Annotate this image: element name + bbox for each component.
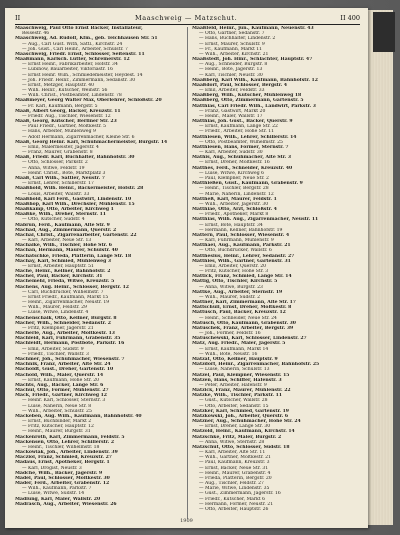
directory-entry: Maaschweig, Ad. Rudolf, Kfm., geb. Teichhausen Str. 51	[15, 36, 158, 42]
directory-entry: Macziol, Franz, Schmied, Kreuzstr. 27	[15, 455, 112, 461]
directory-entry: Matzat, Otto, Kellner, Hauptstr. 9	[192, 357, 278, 362]
directory-entry: Machts, Aug., Bäcker, Lange Str. 6	[15, 382, 104, 388]
directory-entry: — Heinr., Tischler, Wilhelmstr. 18	[22, 444, 100, 450]
directory-entry: Mackowiak, Joh., Arbeiter, Lindenstr. 39	[15, 450, 118, 456]
directory-entry: Maaschweig, Friedr. Ernst, Schlosser, Seitenstr. 11	[15, 51, 145, 57]
directory-entry: — Ernst, Kaufmann, Markt 14	[199, 346, 269, 352]
header-rule	[15, 24, 360, 25]
directory-entry: — Heinr., Maurer, Grabenstr. 4	[199, 470, 271, 476]
directory-entry: Maaßmann, Karlsch. Lutter, Schreinerstr. 12	[15, 57, 130, 63]
directory-entry: — Friedr., Apotheker, Markt 8	[199, 212, 269, 218]
directory-entry: Machold, Wilh., Maler, Querstr. 14	[15, 372, 104, 378]
directory-entry: — Ernst, Arbeiter, Hauptstr. 51	[22, 263, 94, 269]
directory-entry: — Karl, Arbeiter, Südstr. 30	[199, 150, 263, 156]
directory-entry: Maaß, Georg, Kutscher, Berliner Str. 23	[15, 119, 117, 125]
directory-entry: — Paul Friedr., Gärtner, Moltkestr. 5	[22, 124, 107, 130]
directory-entry: Maaßberg, Wilh., Kutscher, Mühlenweg 18	[192, 93, 302, 99]
directory-entry: Matzdorf, Heinr., Zigarrenmacher, Bahnhofstr. 25	[192, 362, 320, 368]
directory-entry: Machalke, Wilh., Tischler, Hohe Str. 6	[15, 243, 112, 249]
directory-entry: — Ernst, Dreher, Moltkestr. 16	[199, 160, 270, 166]
directory-entry: Machenschalk, Otto, Kellner, Burgstr. 8	[15, 315, 117, 321]
directory-entry: Mattner, Karl, Zimmermann, Alte Str. 17	[192, 300, 296, 306]
directory-entry: Matthes, Ferd., Schneider, Kreuzstr. 40	[192, 165, 293, 171]
directory-entry: Maaß, Friedr. Karl, Buchhalter, Bahnhofstr. 30	[15, 155, 135, 161]
directory-entry: Maaßberg, Otto, Zimmermann, Gartenstr. 5	[192, 98, 304, 104]
directory-entry: — Hermann, Former, Neustr. 21	[199, 501, 274, 507]
directory-entry: — Franz, Maurer, Grabenstr. 8	[22, 150, 93, 156]
directory-entry: — Peter, Arbeiter, Hafenstr. 9	[199, 382, 267, 388]
directory-entry: — Anna, Witwe, Sternstr. 28	[199, 439, 265, 445]
directory-entry: — Friedr., Kutscher, Markt 6	[199, 496, 265, 502]
directory-entry: — Wilh., Maurer, Südstr. 2	[199, 294, 261, 300]
directory-entry: Maaßstedt, Joh. Hinr., Schlachter, Hauptstr. 47	[192, 57, 313, 63]
directory-entry: — Wilh., Arbeiter, Schulstr. 25	[22, 408, 92, 414]
directory-entry: Mattke, Aug., Arbeiter, Sternstr. 19	[192, 289, 283, 295]
directory-entry: — Emil, Malermeister, Jägerstr. 4	[22, 144, 99, 150]
directory-entry: — Karl, Fuhrmann, Mühlenstr. 9	[199, 238, 274, 244]
directory-entry: Matzel, Paul, Klempner, Wiesenstr. 15	[192, 372, 290, 378]
directory-entry: — Friedr., Tischler, Wallstr. 3	[22, 351, 89, 357]
directory-entry: Maaßberg, Karl Wilh., Kaufmann, Bahnhofstr. 12	[192, 77, 318, 83]
directory-entry: — Wilh., Maurer, Feldstr. 29	[22, 305, 87, 311]
directory-entry: Machens, Aug. Heinr., Schlosser, Bergstr. 12	[15, 284, 129, 290]
directory-entry: — Joh. Gust., Carl Heinr., Arbeiter, Schulstr. 7	[22, 46, 128, 52]
directory-entry: — Ernst, Dreher, Lange Str. 30	[199, 424, 271, 430]
directory-entry: Machleid, Karl, Fuhrmann, Grabenstr. 35	[15, 336, 121, 342]
directory-entry: — Friedr. Aug., Tischler, Wiesenstr. 12	[22, 113, 111, 119]
directory-entry: Matthiesen, Hans, Former, Sternstr. 7	[192, 144, 289, 150]
directory-entry: — Ernst, Lehrer, Schillerstr. 17	[22, 181, 94, 187]
directory-entry: — Carl, Buchdrucker, Wilhelmstr. 7	[22, 289, 104, 295]
directory-entry: — Wilh., Gärtner, Moltkestr. 21	[199, 455, 271, 461]
directory-entry: Matthias, Joh. Gust., Bäcker, Querstr. 9	[192, 119, 293, 125]
directory-entry: — Ernst Friedr., Kaufmann, Markt 15	[22, 294, 109, 300]
directory-entry: Maaßke, Wilh., Dreher, Sternstr. 11	[15, 212, 106, 218]
directory-entry: Mabrun, Ferd., Kaufmann, Alte Str. 9	[15, 222, 110, 228]
directory-entry: — Lubinow, Bauarbeiter, Viktoriastr. 16	[22, 67, 114, 73]
directory-page	[5, 8, 368, 528]
directory-entry: Matthesius, Heinr., Lehrer, Sedanstr. 27	[192, 253, 295, 259]
directory-entry: — Otto, Arbeiter, Hauptstr. 26	[199, 506, 269, 512]
directory-entry: — Adolf Hermann, Zigarrenmacher, Kleine Str. 6	[22, 134, 135, 140]
directory-entry: — Wilh., Bote, Neustr. 16	[199, 351, 258, 357]
directory-entry: — Otto, Kutscher, Südstr. 4	[22, 217, 85, 223]
directory-entry: Machemehl, Frieda, Witwe, Kreuzstr. 5	[15, 279, 115, 285]
directory-entry: — Hermann, Kellner, Bahnhofstr. 19	[199, 227, 283, 233]
directory-entry: Maaßkamp, Otto, Arbeiter, Kirchweg 1	[15, 207, 114, 213]
directory-entry: — Heinr., Zigarrenmacher, Neustr. 19	[22, 300, 110, 306]
directory-entry: — Wilh., Arbeiter, Kirchstr. 21	[199, 51, 269, 57]
directory-entry: — Marie, Witwe, Lindenstr. 35	[199, 486, 270, 492]
directory-entry: — Heinr., Maurer, Burgstr. 31	[22, 429, 91, 435]
directory-entry: — Joh. Friedr. Heinr., Zimmermann, Sedanstr. 30	[22, 77, 136, 83]
directory-entry: — Aug., Schneider, Burgstr. 8	[199, 62, 268, 68]
directory-entry: — Franz, Gastwirt, Markt 20	[199, 108, 266, 114]
directory-entry: — Luise, Näherin, Schulstr. 13	[199, 367, 270, 373]
directory-entry: Matzold, Heinr., Kaufmann, Kirchstr. 14	[192, 429, 295, 435]
directory-entry: Matthießen, Gust., Kaufmann, Grabenstr. 9	[192, 181, 303, 187]
directory-entry: — Otto, Gärtner, Sedanstr. 7	[199, 31, 265, 37]
directory-entry: Madel, Paul, Schlosser, Moltkestr. 30	[15, 475, 110, 481]
directory-entry: — Fr., Kaufmann, Markt 11	[199, 46, 262, 52]
directory-entry: — Ernst, Maurer, Schulstr. 9	[199, 41, 265, 47]
directory-entry: — Anna, Witwe, Burgstr. 23	[199, 284, 263, 290]
header-left: II	[15, 14, 21, 22]
directory-entry: — Hans, Buchhalter, Lindenstr. 2	[199, 36, 276, 42]
directory-entry: Maché, Heinr., Kellner, Bahnhofstr. 2	[15, 269, 111, 275]
directory-entry: — Fritz, Klempner, Jägerstr. 21	[22, 325, 94, 331]
directory-entry: Machal, Christ., Zigarrenarbeiter, Gartenstr. 22	[15, 232, 137, 238]
directory-entry: — Karl, Arbeiter, Alte Str. 11	[199, 450, 266, 456]
directory-entry: Madlung, Karl, Maler, Wallstr. 20	[15, 496, 101, 502]
directory-entry: Machatschke, Frieda, Plätterin, Lange Str. 18	[15, 253, 132, 259]
directory-entry: — Luise, Witwe, Kirchweg 6	[199, 170, 264, 176]
directory-entry: — Otto, Postbeamter, Wilhelmstr. 25	[199, 139, 283, 145]
directory-entry: — Karl, Tischler, Neustr. 30	[199, 72, 263, 78]
directory-entry: Mattick, Franz, Schmied, Lange Str. 14	[192, 274, 292, 280]
directory-entry: — Paul, Klempner, Neue Str. 2	[199, 175, 269, 181]
directory-entry: Maaß, Albert Georg, Bäcker, Kreuzstr. 11	[15, 108, 121, 114]
directory-entry: Machan, Hermann, Maurer, Schulstr. 40	[15, 248, 118, 254]
directory-entry: Mattig, Otto, Tischler, Kirchstr. 5	[192, 279, 278, 285]
directory-entry: — Wilh. Heinr., Kutscher, Weinstr. 56	[22, 88, 108, 94]
directory-entry: — Karl, Drogist, Neustr. 3	[22, 465, 82, 471]
directory-entry: — Fr. Karl, Kaufmann, Bergstr. 5	[22, 103, 98, 109]
directory-entry: Mattern, Paul, Schlosser, Wiesenstr. 4	[192, 232, 290, 238]
directory-entry: Machmer, Joh., Schuhmacher, Wiesenstr. 7	[15, 357, 125, 362]
directory-entry: Machnik, Franz, Arbeiter, Alte Str. 24	[15, 362, 111, 368]
directory-entry: — Emil, Arbeiter, Feldstr. 33	[199, 88, 265, 94]
directory-entry: Matthiae, Otto, Arzt, Schloßstr. 4	[192, 207, 277, 213]
directory-entry: Maaßhop, Karl Wilh., Drechsler, Mühlenstr. 15	[15, 201, 135, 207]
directory-entry: Matz, Aug. Friedr., Maler, Jägerstr. 5	[192, 341, 286, 347]
directory-entry: — Ernst, Buchbinder, Markt 2	[22, 419, 92, 425]
directory-entry: — Emil, Arbeiter, Südstr. 9	[22, 346, 84, 352]
directory-entry: — Otto, Arbeiter, Sedanstr. 15	[199, 403, 269, 409]
directory-entry: Maaß, Georg Heinr. Karl, Schuhmachermeister, Burgstr. 14	[15, 139, 168, 145]
directory-entry: — Ernst, Bote, Hauptstr. 34	[199, 222, 263, 228]
directory-entry: — Luise, Näherin, Neue Str. 8	[22, 403, 92, 409]
directory-entry: Mattheß, Karl, Maurer, Feldstr. 1	[192, 196, 277, 202]
directory-entry: Mattusch, Paul, Bäcker, Kreuzstr. 12	[192, 310, 286, 316]
directory-entry: Machad, Aug., Zimmermann, Querstr. 2	[15, 227, 117, 233]
page-footer: 1909	[180, 518, 193, 524]
directory-entry: — Louis, Arbeiter, Wallstr. 33	[22, 191, 90, 197]
directory-entry: Machay, Karl, Schmied, Mühlenweg 3	[15, 258, 111, 264]
directory-entry: Matzen, Hans, Schiffer, Hafenstr. 3	[192, 377, 282, 383]
directory-entry: Matthies, Wilh., Gärtner, Gartenstr. 31	[192, 258, 291, 264]
column-divider	[187, 27, 188, 519]
directory-entry: — Hans, Arbeiter, Mühlenweg 9	[22, 129, 96, 135]
directory-entry: Machleidt, Hermann, Postbote, Parkstr. 16	[15, 341, 125, 347]
right-column	[192, 26, 360, 512]
directory-entry: — Otto, Buchdrucker, Wallstr. 6	[199, 248, 272, 254]
directory-entry: Maaßfeld, Heinr., jun., Kaufmann, Neuenstr. 43	[192, 26, 314, 31]
directory-entry: Madaus, Ernst, Apotheker, Bergstr. 1	[15, 460, 110, 466]
directory-entry: Macholdt, Gust., Dreher, Gartenstr. 10	[15, 367, 114, 373]
directory-entry: Mack, Friedr., Gärtner, Kirchweg 12	[15, 393, 107, 399]
directory-entry: — Aug., Tischler, Feldstr. 27	[199, 481, 264, 487]
directory-entry: Matzker, Karl, Schmied, Gartenstr. 19	[192, 408, 289, 414]
directory-entry: Matzke, Wilh., Tischler, Parkstr. 11	[192, 393, 282, 399]
directory-entry: — Marie, Näherin, Lindenstr. 12	[199, 191, 274, 197]
directory-entry: Matzschut, Otto, Schlosser, Südstr. 18	[192, 444, 290, 450]
page-number: II 400	[340, 14, 360, 22]
directory-entry: Matzick, Franz, Maurer, Mühlenstr. 22	[192, 388, 291, 394]
directory-entry: Maaßhold, Wilh. Heinr., Bäckermeister, Hofstr. 28	[15, 186, 144, 192]
directory-entry: — Wilh., Kaufmann, Parkstr. 7	[22, 486, 92, 492]
directory-entry: — Wilh. Christ., Postbeamter, Lindenstr. 78	[22, 93, 122, 99]
directory-entry: Maaßmeyer, Georg Walter Max, Oberlehrer, Schloßstr. 20	[15, 98, 162, 104]
directory-entry: — Heinr., Schneider, Neue Str. 24	[199, 315, 277, 321]
directory-entry: Mathis, Aug., Schuhmacher, Alte Str. 3	[192, 155, 292, 161]
directory-entry: — Joh., Former, Feldstr. 16	[199, 331, 261, 337]
directory-entry: — Luise, Witwe, Lindenstr. 4	[22, 310, 89, 316]
directory-entry: Matusch, Otto, Kaufmann, Grabenstr. 30	[192, 320, 296, 326]
directory-entry: — Wilh., Arbeiter, Jägerstr. 30	[199, 201, 269, 207]
directory-entry: — Heinr., Bote, Jägerstr. 13	[199, 67, 263, 73]
directory-entry: Mackeben, Aug. Wilh., Kaufmann, Bahnhofstr. 40	[15, 413, 142, 419]
directory-entry: — Ernst Heinr., Fabrikarbeiter, Hofstr. 34	[22, 62, 118, 68]
directory-entry: Matzschke, Fritz, Maler, Burgstr. 2	[192, 434, 282, 440]
directory-entry: — Friedr., Arbeiter, Hohe Str. 11	[199, 129, 275, 135]
directory-entry: Matthias, Wilh. Aug., Zigarrenmacher, Neustr. 11	[192, 217, 319, 223]
directory-entry: — Ernst, Kaufmann, Hohe Str. 20	[22, 377, 100, 383]
directory-entry: Matuschewski, Karl, Schlosser, Lindenstr. 27	[192, 336, 307, 342]
directory-entry: Machul, Otto, Former, Mühlenstr. 27	[15, 388, 109, 394]
directory-entry: Maaß, Carl Wilh., Sattler, Neustr. 7	[15, 175, 105, 181]
directory-entry: Madrasch, Aug., Arbeiter, Wiesenstr. 26	[15, 501, 117, 507]
thumb-index-tab	[373, 12, 395, 52]
directory-entry: — Ernst Heinr. Wilh., Schmiedemeister, Heydest. 14	[22, 72, 143, 78]
directory-entry: Mattschull, Ernst, Dreher, Moltkestr. 8	[192, 305, 292, 311]
directory-entry: Matzner, Aug., Schuhmacher, Hohe Str. 24	[192, 419, 301, 425]
directory-entry: Matthias, Carl Friedr. Wilh., Landwirt, Parkstr. 3	[192, 103, 316, 109]
directory-entry: — Emil, Arbeiter, Querstr. 20	[199, 263, 267, 269]
directory-entry: — Anna, Witwe, Feldstr. 19	[22, 165, 85, 171]
directory-entry: Mader, Ferd., Arbeiter, Grabenstr. 12	[15, 481, 110, 487]
directory-entry: — Frieda, Plätterin, Bergstr. 20	[199, 475, 272, 481]
directory-entry: Macher, Wilh., Schneider, Sedanstr. 2	[15, 320, 111, 326]
directory-entry: Matzkowski, Joh., Arbeiter, Querstr. 6	[192, 413, 289, 419]
directory-entry: — Heinr. Christ., Bote, Marktplatz 3	[22, 170, 106, 176]
directory-entry: Mackensen, Otto, Lehrer, Schillerstr. 2	[15, 439, 115, 445]
directory-entry: — Ernst, Metzger, Hauptstr. 40	[22, 82, 95, 88]
directory-entry: — Gust., Zimmermann, Jägerstr. 16	[199, 491, 281, 497]
directory-entry: Matthaei, Aug., Kaufmann, Parkstr. 21	[192, 243, 291, 249]
directory-entry: — Luise, Witwe, Südstr. 14	[22, 491, 85, 497]
directory-entry: — Aug., Carl Gust. With, Sattl., Kirchstr. 24	[22, 41, 123, 47]
directory-entry: Matthiesen, Wilh., Lehrer, Schillerstr. 14	[192, 134, 297, 140]
directory-entry: — Ernst, Kaufmann, Lange Str. 22	[199, 124, 278, 130]
directory-entry: Machel, Paul, Bäcker, Kirchstr. 31	[15, 274, 103, 280]
header-title: Maaschweig — Matzschut.	[135, 14, 238, 22]
directory-entry: — Gust., Kutscher, Wallstr. 28	[199, 398, 268, 404]
directory-entry: — Fritz, Kutscher, Hohe Str. 3	[199, 269, 269, 275]
directory-entry: Maaßhold, Karl Ferd., Gastwirt, Lindenstr. 10	[15, 196, 132, 202]
directory-entry: Mächerle, Aug., Arbeiter, Moltkestr. 13	[15, 331, 115, 337]
directory-entry: — Heinr., Tischler, Bergstr. 28	[199, 186, 269, 192]
directory-entry: — Heinr. Karl, Schlosser, Sternstr. 3	[22, 398, 106, 404]
directory-entry: — Fritz, Kutscher, Hauptstr. 12	[22, 424, 94, 430]
directory-entry: — Otto, Schlosser, Parkstr. 2	[22, 160, 88, 166]
running-header	[15, 14, 360, 24]
directory-entry: Matuschek, Franz, Arbeiter, Bergstr. 39	[192, 325, 294, 331]
directory-entry: Mädche, Wilh., Bäcker, Jägerstr. 9	[15, 470, 103, 476]
directory-entry: — Karl, Arbeiter, Neue Str. 13	[22, 238, 92, 244]
directory-entry: — Paul, Kaufmann, Kreuzstr. 3	[199, 460, 270, 466]
directory-entry: — Heinr., Maler, Wallstr. 17	[199, 113, 263, 119]
directory-entry: — Ernst, Bäcker, Neue Str. 31	[199, 465, 269, 471]
directory-entry: Mackenroth, Karl, Zimmermann, Feldstr. 5	[15, 434, 125, 440]
directory-entry: Maaschweig, Paul Otto Ernst Bäcker, Installateur,	[15, 26, 143, 31]
left-column	[15, 26, 183, 507]
directory-entry: Maaßdorf, Paul, Schlosser, Bergstr. 4	[192, 82, 288, 88]
directory-entry: Reisestr. 46	[22, 31, 50, 37]
